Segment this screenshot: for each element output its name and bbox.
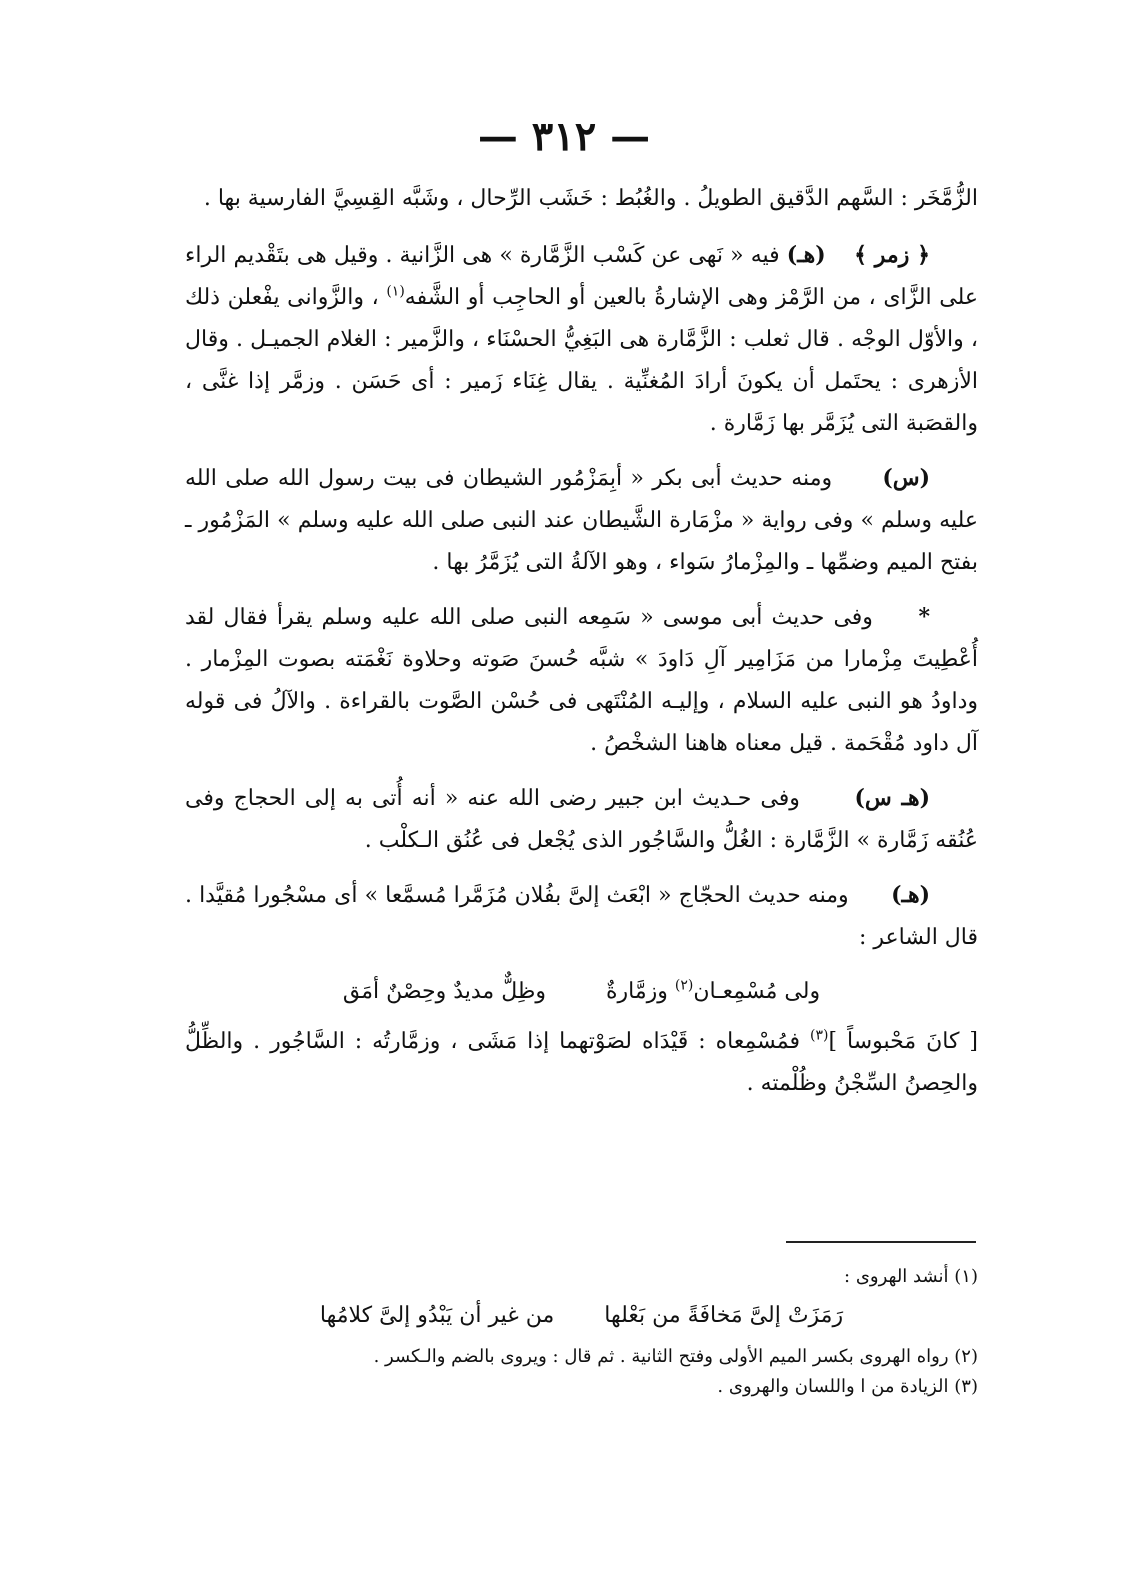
entry-paragraph: [185, 457, 978, 584]
footnote-ref: (١): [386, 283, 405, 300]
source-marker: (هـ س): [854, 785, 930, 811]
paragraph-text: وفى حديث أبى موسى « سَمِعه النبى صلى الله عليه وسلم يقرأ فقال لقد أُعْطِيتَ مِزْمارا من مَزَامِير آلِ دَاودَ » شبَّه حُسنَ صَوته وحلاوة نَغْمَته بصوت المِزْمار . وداودُ هو النبى عليه السلام ، وإليـه المُنْتَهى فى حُسْن الصَّوت بالقراءة . والآلُ فى قوله آل داود مُقْحَمة . قيل معناه هاهنا الشخْصُ .: [185, 605, 978, 756]
paragraph-text: فمُسْمِعاه : قَيْدَاه لصَوْتهما إذا مَشَى ، وزمَّارتُه : السَّاجُور . والظِّلُّ والحِصنُ السِّجْنُ وظُلْمته .: [185, 1029, 978, 1096]
verse-first-hemistich: ولى مُسْمِعـان$^{(٢)}$ وزمَّارةٌ: [606, 977, 821, 1004]
source-marker: (س): [882, 465, 930, 491]
source-marker: (هـ): [891, 882, 930, 908]
page-number: — ٣١٢ —: [477, 113, 651, 160]
verse-explanation: [185, 1021, 978, 1105]
footnote-divider: [786, 1241, 976, 1243]
footnote-3: (٣) الزيادة من ا واللسان والهروى .: [717, 1376, 978, 1397]
footnote-ref: (٢): [674, 977, 694, 994]
entry-paragraph: [185, 777, 978, 862]
footnote-ref: (٣): [810, 1027, 829, 1044]
entry-paragraph: [185, 874, 978, 959]
paragraph-text: وفى حـديث ابن جبير رضى الله عنه « أنه أُتى به إلى الحجاج وفى عُنُقه زَمَّارة » الزَّمَّارة : الغُلُّ والسَّاجُور الذى يُجْعل فى عُنُق الـكلْب .: [185, 786, 978, 853]
source-marker: (هـ): [786, 242, 826, 268]
editor-insertion: [ كانَ مَحْبوساً ]: [828, 1029, 979, 1054]
paragraph-text: فيه « نَهى عن كَسْب الزَّمَّارة » هى الزَّانية . وقيل هى بتَقْديم الراء على الزَّاى ، من الرَّمْز وهى الإشارةُ بالعين أو الحاجِب أو الشَّفه: [185, 243, 978, 310]
poem-verse: [185, 971, 978, 1013]
footnote-2: (٢) رواه الهروى بكسر الميم الأولى وفتح الثانية . ثم قال : ويروى بالضم والـكسر .: [373, 1346, 978, 1367]
footnote-1: (١) أنشد الهروى :: [844, 1266, 978, 1287]
paragraph-text-continued: ، والزَّوانى يفْعلن ذلك ، والأوّل الوجْه . قال ثعلب : الزَّمَّارة هى البَغِيُّ الحسْنَاء ، والزَّمير : الغلام الجميـل . وقال الأزهرى : يحتَمل أن يكونَ أرادَ المُغنِّية . يقال غِنَاء زَمير : أى حَسَن . وزمَّر إذا غنَّى ، والقصَبة التى يُزَمَّر بها زَمَّارة .: [185, 285, 978, 436]
lemma-heading: ﴿ زمر ﴾: [854, 242, 930, 268]
paragraph-continuation: [185, 178, 978, 220]
entry-paragraph: [185, 234, 978, 445]
paragraph-text: ومنه حديث الحجّاج « ابْعَث إلىَّ بفُلان مُزَمَّرا مُسمَّعا » أى مسْجُورا مُقيَّدا . قال الشاعر :: [185, 883, 978, 950]
footnotes: [185, 1262, 978, 1402]
footnote-verse-second-hemistich: من غير أن يَبْدُو إلىَّ كلامُها: [319, 1303, 555, 1328]
verse-second-hemistich: وظِلٌّ مديدٌ وحِصْنٌ أمَق: [342, 979, 546, 1004]
paragraph-text: ومنه حديث أبى بكر « أبِمَزْمُور الشيطان فى بيت رسول الله صلى الله عليه وسلم » وفى رواية « مزْمَارة الشَّيطان عند النبى صلى الله عليه وسلم » المَزْمُور ـ بفتح الميم وضمِّها ـ والمِزْمارُ سَواء ، وهو الآلةُ التى يُزَمَّرُ بها .: [185, 466, 978, 575]
source-marker: *: [918, 604, 930, 630]
footnote-verse: [185, 1294, 978, 1338]
entry-paragraph: [185, 596, 978, 765]
footnote-verse-first-hemistich: رَمَزَتْ إلىَّ مَخافَةً من بَعْلها: [604, 1303, 844, 1328]
paragraph-text: الزُّمَّخَر : السَّهم الدَّقيق الطويلُ . والغُبُط : خَشَب الرِّحال ، وشَبَّه القِسِيَّ الفارسية بها .: [203, 186, 978, 211]
main-text: [185, 178, 978, 1117]
